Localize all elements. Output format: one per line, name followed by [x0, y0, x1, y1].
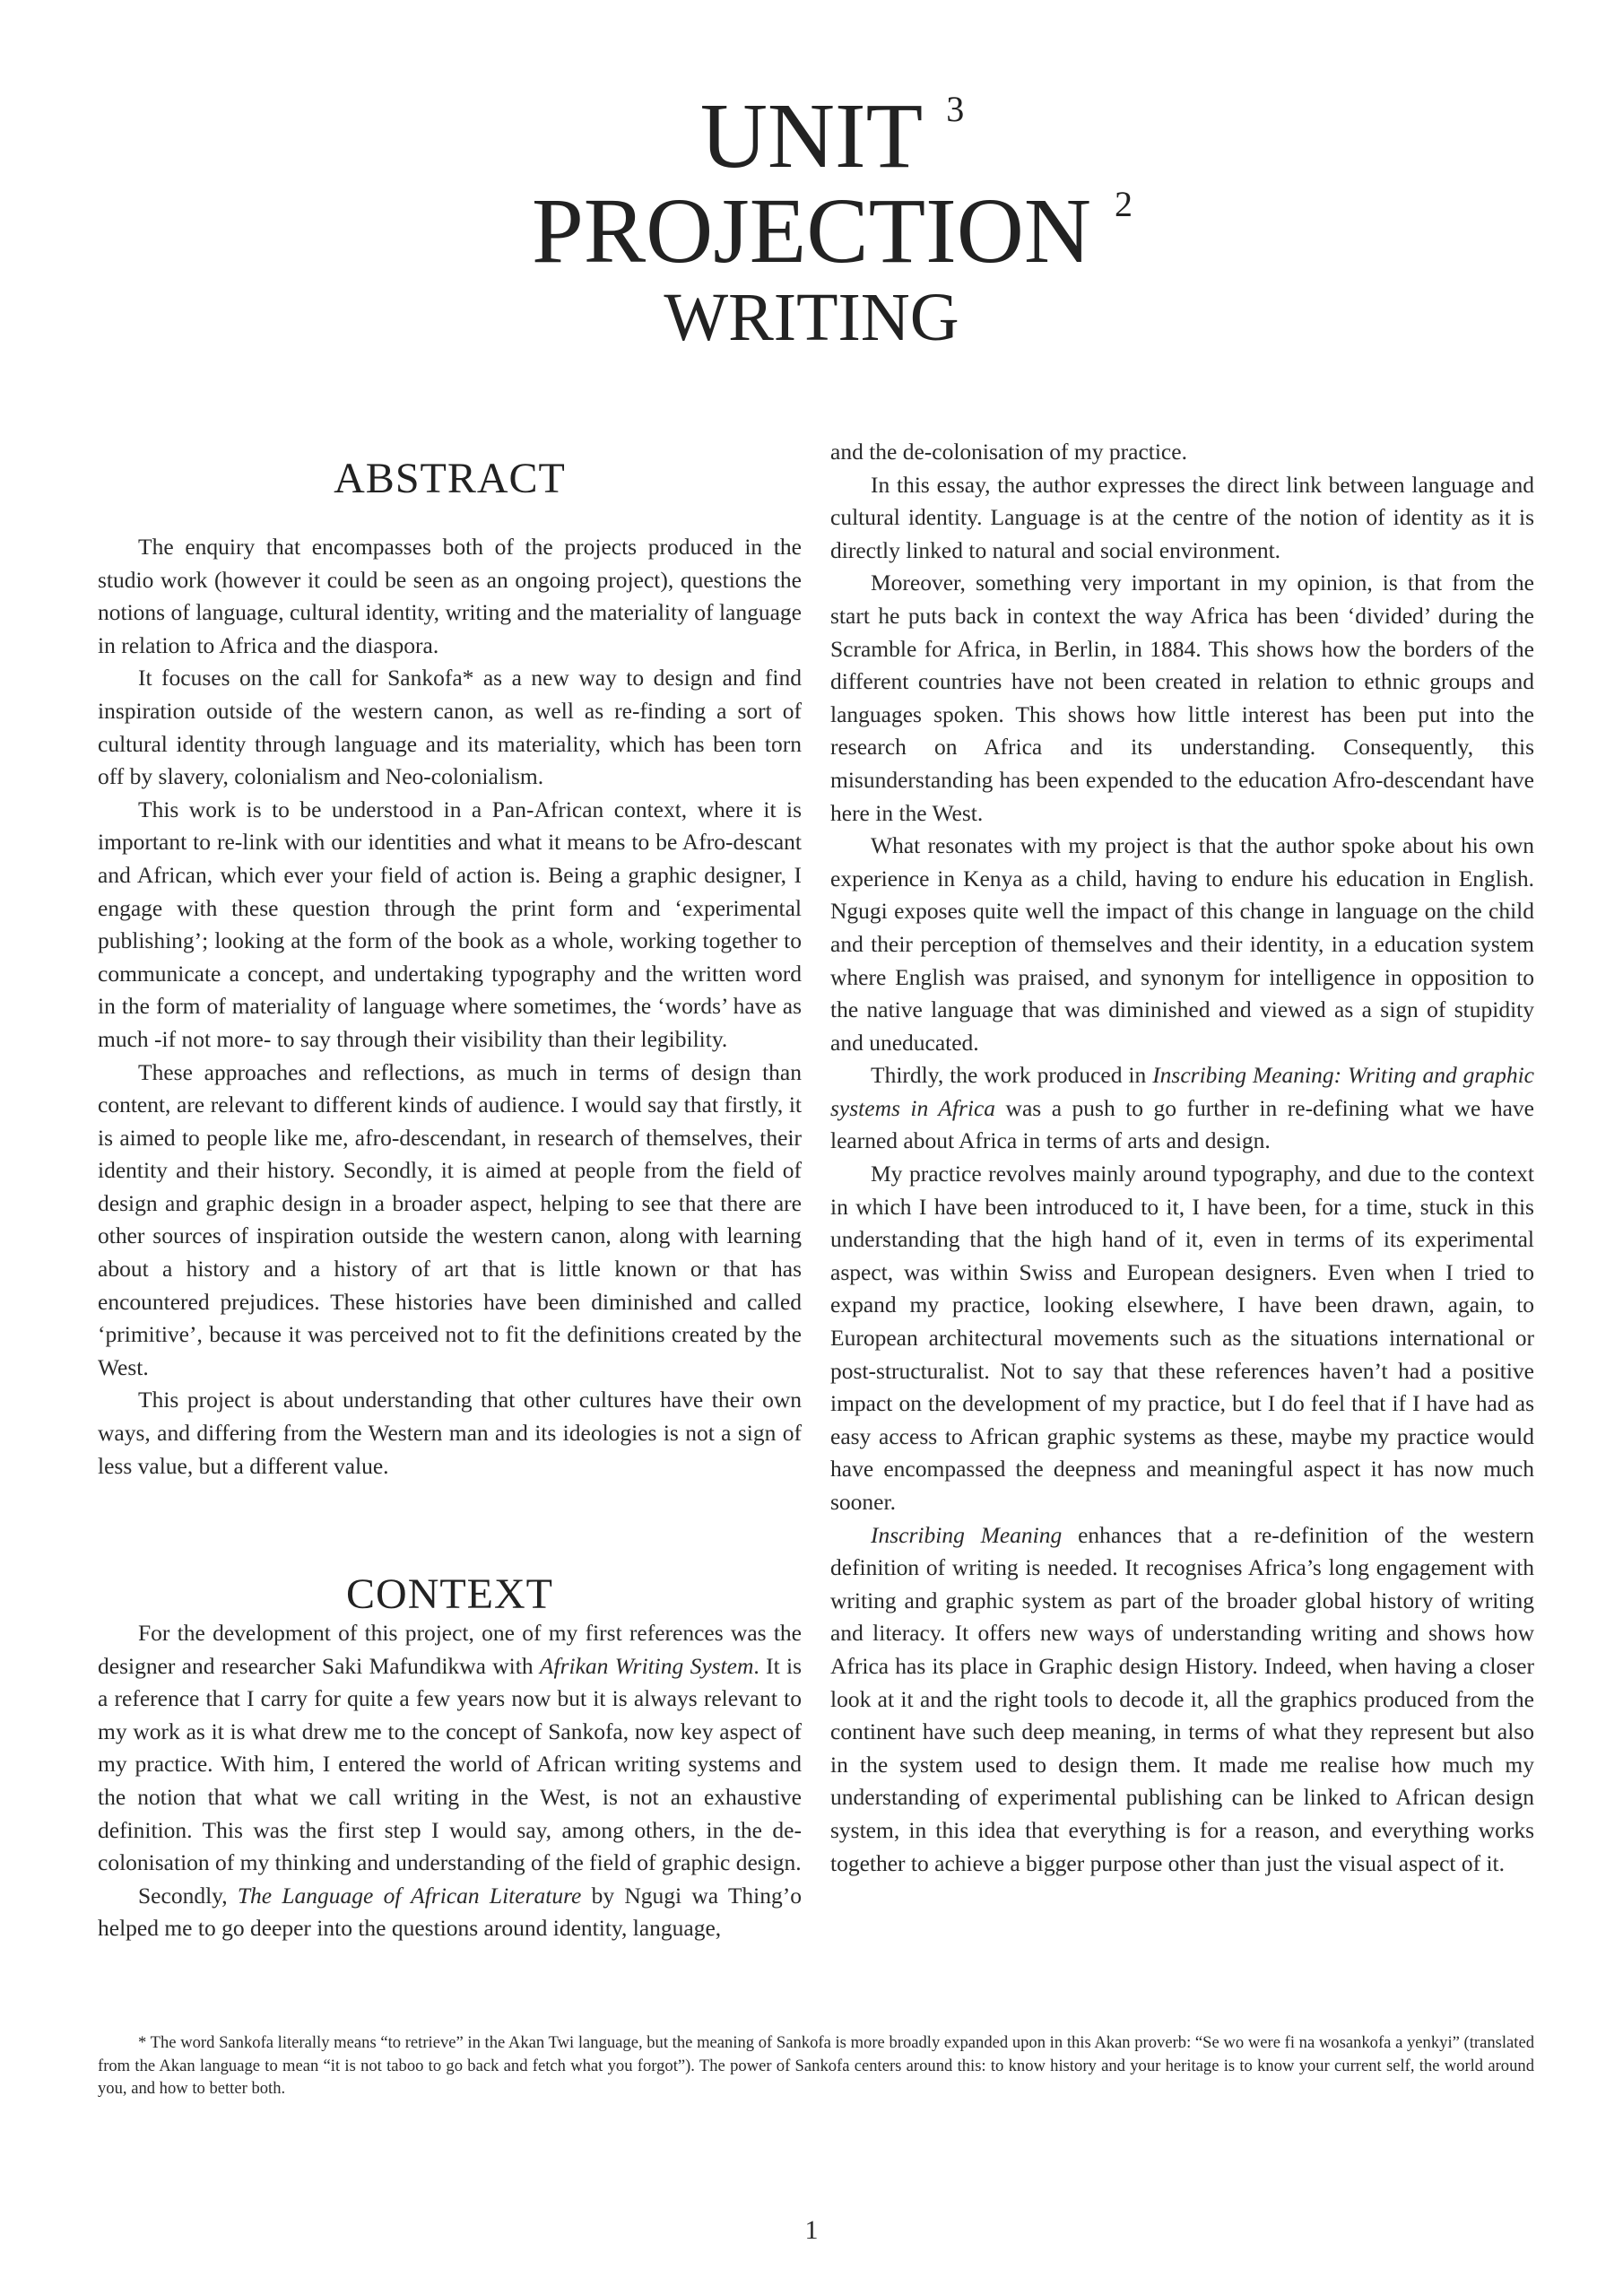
context-text: enhances that a re-definition of the western definition of writing is needed. It recognises Africa’s long engagement with writing and graphic system as part of the broader global history of writing and literacy. It offers new ways of understanding writing and shows how Africa has its place in Graphic design History. Indeed, when having a closer look at it and the right tools to decode it, all the graphics produced from the continent have such deep meaning, in terms of what they represent but also in the system used to design them. It made me realise how much my understanding of experimental publishing can be linked to African design system, in this idea that everything is for a reason, and everything works together to achieve a bigger purpose other than just the visual aspect of it.: [830, 1521, 1534, 1876]
abstract-section: [98, 531, 802, 1483]
book-title: Afrikan Writing System: [539, 1652, 754, 1679]
abstract-paragraph: The enquiry that encompasses both of the projects produced in the studio work (however it could be seen as an ongoing project), questions the notions of language, cultural identity, writing and the materiality of language in relation to Africa and the diaspora.: [98, 534, 802, 658]
context-continued: [830, 436, 1534, 1880]
context-paragraph: and the de-colonisation of my practice.: [830, 439, 1187, 465]
context-section: [98, 1617, 802, 1945]
context-paragraph: [830, 1519, 1534, 1881]
context-paragraph: In this essay, the author expresses the direct link between language and cultural identity. Language is at the centre of the notion of identity as it is directly linked to natural and social environment.: [830, 471, 1534, 563]
abstract-paragraph: This project is about understanding that other cultures have their own ways, and differing from the Western man and its ideologies is not a sign of less value, but a different value.: [98, 1387, 802, 1479]
title-line-writing: WRITING: [664, 280, 959, 355]
abstract-heading: ABSTRACT: [334, 455, 566, 502]
context-paragraph: [98, 1617, 802, 1880]
context-paragraph: What resonates with my project is that the author spoke about his own experience in Kenya as a child, having to endure his education in English. Ngugi exposes quite well the impact of this change in language on the child and their perception of themselves and their identity, in a education system where English was praised, and synonym for intelligence in opposition to the native language that was diminished and viewed as a sign of stupidity and uneducated.: [830, 832, 1534, 1056]
abstract-paragraph: These approaches and reflections, as much in terms of design than content, are relevant to different kinds of audience. I would say that firstly, it is aimed to people like me, afro-descendant, in research of themselves, their identity and their history. Secondly, it is aimed at people from the field of design and graphic design in a broader aspect, helping to see that there are other sources of inspiration outside the western canon, along with learning about a history and a history of art that is little known or that has encountered prejudices. These histories have been diminished and called ‘primitive’, because it was perceived not to fit the definitions created by the West.: [98, 1058, 802, 1380]
title-unit-text: UNIT: [699, 84, 924, 187]
title-projection-superscript: 2: [1115, 184, 1133, 224]
context-paragraph: Moreover, something very important in my opinion, is that from the start he puts back in context the way Africa has been ‘divided’ during the Scramble for Africa, in Berlin, in 1884. This shows how the borders of the different countries have not been created in relation to ethnic groups and languages spoken. This shows how little interest has been put into the research on Africa and its understanding. Consequently, this misunderstanding has been expended to the education Afro-descendant have here in the West.: [830, 570, 1534, 826]
context-paragraph: My practice revolves mainly around typography, and due to the context in which I have been introduced to it, I have been, for a time, stuck in this understanding that the high hand of it, even in terms of its experimental aspect, was within Swiss and European designers. Even when I tried to expand my practice, looking elsewhere, I have been drawn, again, to European architectural movements such as the situations international or post-structuralist. Not to say that these references haven’t had a positive impact on the development of my practice, but I do feel that if I have had as easy access to African graphic systems as these, maybe my practice would have encompassed the deepness and meaningful aspect it has now much sooner.: [830, 1161, 1534, 1515]
footnote: [98, 2031, 1534, 2100]
context-paragraph: [98, 1880, 802, 1945]
page-title: [0, 84, 1623, 355]
title-unit-superscript: 3: [946, 89, 965, 129]
context-text: For the development of this project, one of my first references was the designer and researcher Saki Mafundikwa with: [98, 1620, 802, 1679]
context-paragraph: [830, 1059, 1534, 1158]
footnote-text: * The word Sankofa literally means “to retrieve” in the Akan Twi language, but the meaning of Sankofa is more broadly expanded upon in this Akan proverb: “Se wo were fi na wosankofa a yenkyi” (translated from the Akan language to mean “it is not taboo to go back and fetch what you forgot”). The power of Sankofa centers around this: to know history and your heritage is to know your current self, the world around you, and how to better both.: [98, 2033, 1534, 2098]
book-title: The Language of African Literature: [237, 1882, 582, 1909]
context-text: . It is a reference that I carry for quite a few years now but it is always relevant to my work as it is what drew me to the concept of Sankofa, now key aspect of my practice. With him, I entered the world of African writing systems and the notion that what we call writing in the West, is not an exhaustive definition. This was the first step I would say, among others, in the de-colonisation of my thinking and understanding of the field of graphic design.: [98, 1652, 803, 1876]
abstract-paragraph: This work is to be understood in a Pan-African context, where it is important to re-link with our identities and what it means to be Afro-descant and African, which ever your field of action is. Being a graphic designer, I engage with these question through the print form and ‘experimental publishing’; looking at the form of the book as a whole, working together to communicate a concept, and undertaking typography and the written word in the form of materiality of language where sometimes, the ‘words’ have as much -if not more- to say through their visibility than their legibility.: [98, 796, 802, 1052]
book-title: Inscribing Meaning: Writing and graphic systems in Africa: [830, 1062, 1534, 1121]
context-text: was a push to go further in re-defining what we have learned about Africa in terms of arts and design.: [830, 1094, 1534, 1154]
title-projection-text: PROJECTION: [531, 179, 1092, 283]
book-title: Inscribing Meaning: [871, 1521, 1063, 1548]
abstract-paragraph: It focuses on the call for Sankofa* as a new way to design and find inspiration outside of the western canon, as well as re-finding a sort of cultural identity through language and its materiality, which has been torn off by slavery, colonialism and Neo-colonialism.: [98, 665, 802, 790]
context-heading: CONTEXT: [346, 1570, 553, 1618]
title-line-unit: [699, 84, 965, 187]
context-text: Thirdly, the work produced in: [871, 1062, 1153, 1089]
title-line-projection: [531, 179, 1133, 283]
context-text: Secondly,: [138, 1882, 238, 1909]
context-text: by Ngugi wa Thing’o helped me to go deeper into the questions around identity, language,: [98, 1882, 802, 1942]
page-number: 1: [804, 2215, 819, 2245]
